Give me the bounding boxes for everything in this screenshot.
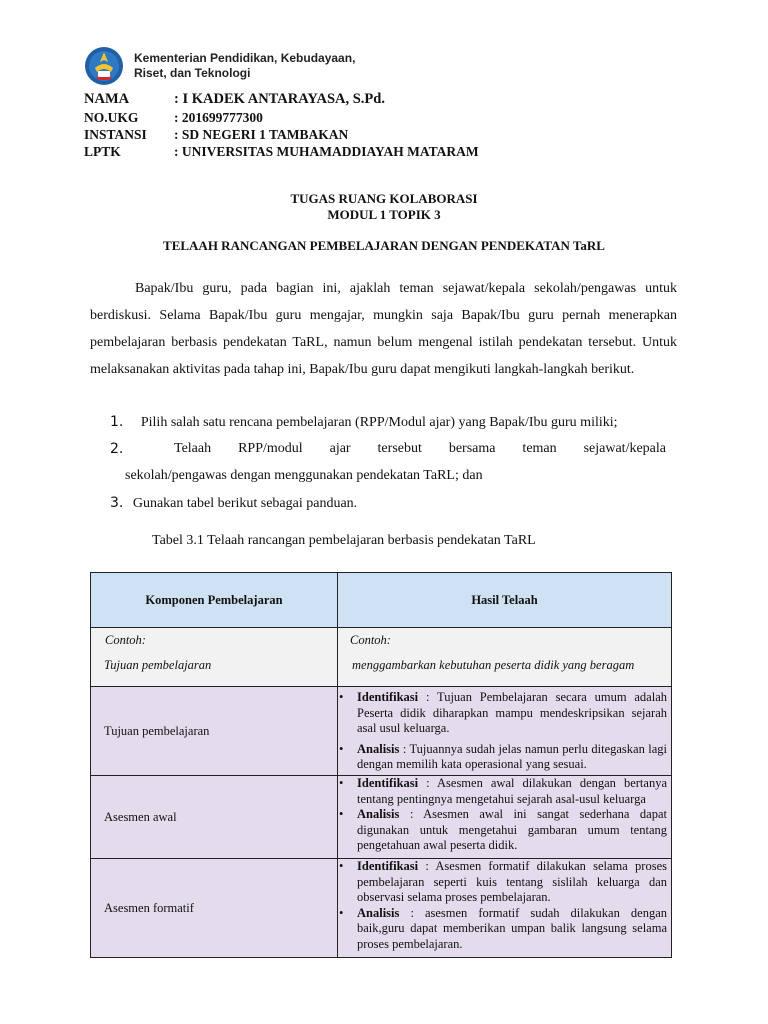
example-component-cell: Contoh: Tujuan pembelajaran — [91, 628, 338, 687]
review-table — [90, 572, 672, 958]
bullet-icon: • — [339, 905, 344, 920]
bullet-item: • Identifikasi : Asesmen formatif dilakukan selama proses pembelajaran seperti kuis tentang sislilah keluarga dan observasi selama proses pembelajaran. — [339, 859, 667, 904]
bullet-icon: • — [339, 741, 344, 756]
bullet-item: • Analisis : Asesmen awal ini sangat sederhana dapat digunakan untuk mengetahui gambaran umum tentang pengetahuan awal peserta didik. — [339, 807, 667, 852]
identity-row: NAMA : I KADEK ANTARAYASA, S.Pd. — [84, 91, 385, 107]
example-result-cell: Contoh: menggambarkan kebutuhan peserta didik yang beragam — [338, 628, 672, 687]
column-header: Komponen Pembelajaran — [91, 573, 338, 628]
table-row — [91, 859, 672, 958]
result-cell — [338, 776, 672, 859]
table-caption: Tabel 3.1 Telaah rancangan pembelajaran berbasis pendekatan TaRL — [152, 533, 536, 548]
intro-paragraph: Bapak/Ibu guru, pada bagian ini, ajaklah teman sejawat/kepala sekolah/pengawas untuk berdiskusi. Selama Bapak/Ibu guru mengajar, mungkin saja Bapak/Ibu guru pernah menerapkan pembelajaran berbasis pendekatan TaRL, namun belum mengenal istilah pendekatan tersebut. Untuk melaksanakan aktivitas pada tahap ini, Bapak/Ibu guru dapat mengikuti langkah-langkah berikut. — [90, 281, 677, 377]
result-cell — [338, 687, 672, 776]
document-title: TUGAS RUANG KOLABORASI — [290, 191, 478, 206]
document-subtitle: MODUL 1 TOPIK 3 — [327, 207, 441, 222]
bullet-item: • Identifikasi : Tujuan Pembelajaran secara umum adalah Peserta didik diharapkan mampu mendeskripsikan sejarah asal usul keluarga. — [339, 690, 667, 735]
step-item: 2. Telaah RPP/modul ajar tersebut bersama teman sejawat/kepala — [110, 441, 666, 457]
component-cell: Asesmen formatif — [91, 859, 338, 958]
bullet-icon: • — [339, 690, 344, 704]
component-cell: Asesmen awal — [91, 776, 338, 859]
bullet-item: • Analisis : asesmen formatif sudah dilakukan dengan baik,guru dapat memberikan umpan balik langsung selama proses pembelajaran. — [339, 905, 667, 951]
letterhead — [84, 46, 355, 86]
step-item-continuation: sekolah/pengawas dengan menggunakan pendekatan TaRL; dan — [125, 468, 483, 483]
result-cell — [338, 859, 672, 958]
section-title: TELAAH RANCANGAN PEMBELAJARAN DENGAN PENDEKATAN TaRL — [163, 238, 605, 253]
component-cell: Tujuan pembelajaran — [91, 687, 338, 776]
bullet-item: • Analisis : Tujuannya sudah jelas namun perlu ditegaskan lagi dengan memilih kata operasional yang sesuai. — [339, 741, 667, 771]
example-row — [91, 628, 672, 687]
bullet-icon: • — [339, 776, 344, 790]
tut-wuri-handayani-logo-icon — [84, 46, 124, 86]
column-header: Hasil Telaah — [338, 573, 672, 628]
step-item: 3. Gunakan tabel berikut sebagai panduan. — [110, 495, 358, 511]
table-row — [91, 776, 672, 859]
identity-block — [84, 90, 479, 160]
identity-row: INSTANSI : SD NEGERI 1 TAMBAKAN — [84, 127, 349, 142]
bullet-item: • Identifikasi : Asesmen awal dilakukan dengan bertanya tentang pentingnya mengetahui sejarah asal-usul keluarga — [339, 776, 667, 806]
step-item: 1. Pilih salah satu rencana pembelajaran (RPP/Modul ajar) yang Bapak/Ibu guru miliki; — [110, 414, 618, 430]
ministry-name: Kementerian Pendidikan, Kebudayaan, Riset, dan Teknologi — [134, 51, 356, 80]
bullet-icon: • — [339, 807, 344, 821]
table-header-row — [91, 573, 672, 628]
table-row — [91, 687, 672, 776]
bullet-icon: • — [339, 859, 344, 873]
identity-row: NO.UKG : 201699777300 — [84, 110, 263, 125]
identity-row: LPTK : UNIVERSITAS MUHAMADDIAYAH MATARAM — [84, 144, 479, 159]
